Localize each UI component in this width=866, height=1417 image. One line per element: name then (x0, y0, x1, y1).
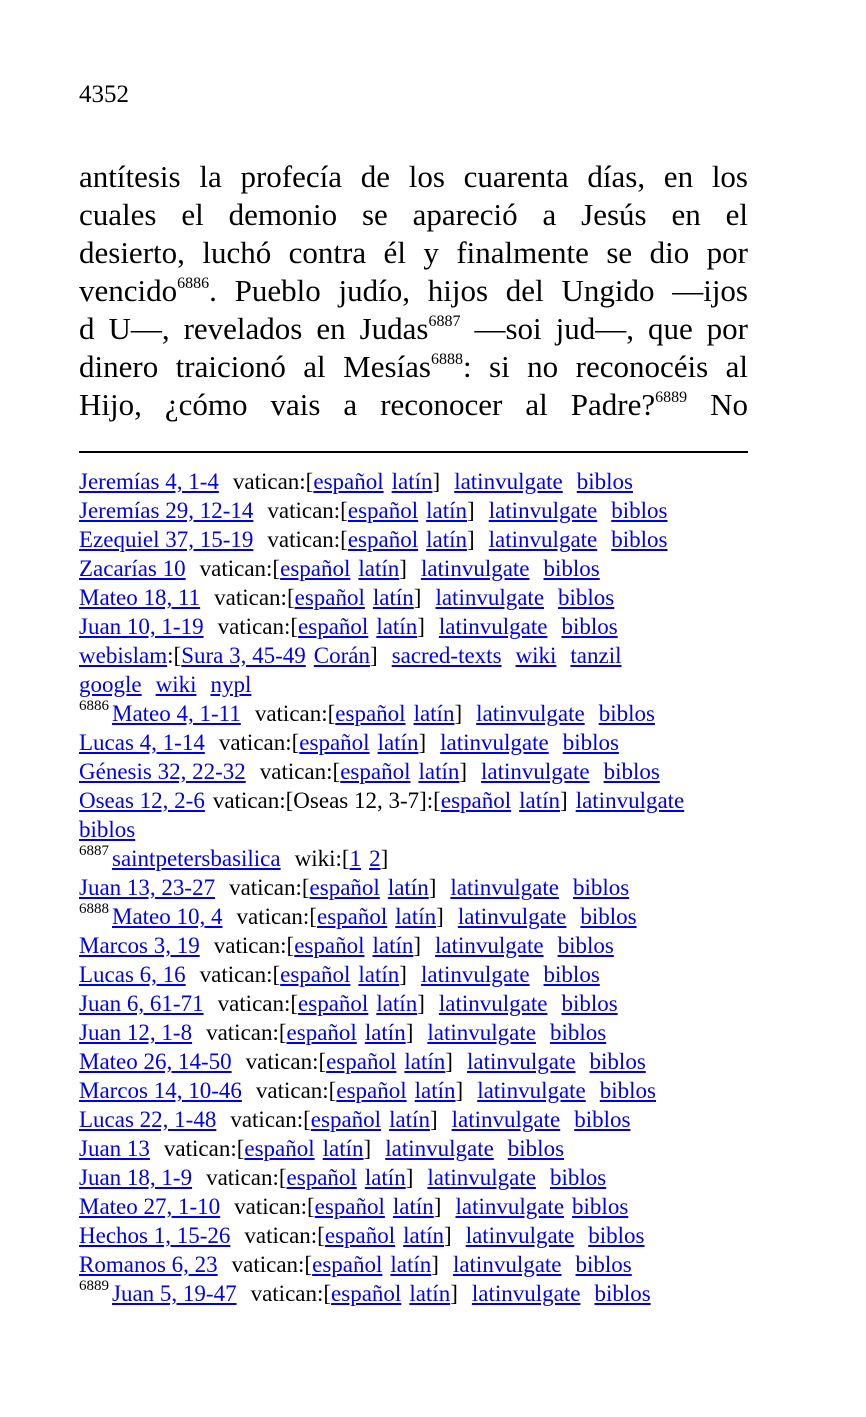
reference-link[interactable]: latinvulgate (575, 788, 685, 813)
footnote-text: ] (450, 1281, 458, 1306)
footnote-text: vatican:[ (213, 933, 295, 958)
footnote-text: vatican:[ (255, 1078, 337, 1103)
body-text-segment: No (687, 387, 748, 422)
reference-link[interactable]: latín (364, 1165, 406, 1190)
body-text-segment: —soi jud—, que por (460, 311, 748, 346)
footnote-text: vatican:[ (217, 991, 299, 1016)
reference-link[interactable]: biblos (558, 585, 615, 610)
footnote-text: ] (417, 991, 425, 1016)
reference-link[interactable]: biblos (603, 759, 660, 784)
reference-link[interactable]: Sura 3, 45-49 (181, 643, 306, 668)
reference-link[interactable]: español (336, 1078, 407, 1103)
footnote-text: vatican:[ (236, 904, 317, 929)
footnote-text: ] (445, 1049, 453, 1074)
reference-link[interactable]: Juan 13 (79, 1136, 150, 1161)
reference-link[interactable]: biblos (599, 1078, 656, 1103)
reference-link[interactable]: español (326, 1049, 397, 1074)
footnote-text: ] (432, 469, 441, 494)
reference-link[interactable]: webislam (79, 643, 168, 668)
footnote-line (79, 728, 759, 757)
reference-link[interactable]: latín (414, 1078, 456, 1103)
footnote-line (79, 583, 759, 612)
reference-link[interactable]: latinvulgate (481, 759, 590, 784)
body-line (79, 158, 748, 196)
reference-link[interactable]: español (335, 701, 406, 726)
footnote-text: ] (436, 904, 444, 929)
body-text-segment: cuales el demonio se apareció a Jesús en el (79, 197, 748, 232)
reference-link[interactable]: latín (358, 556, 400, 581)
reference-link[interactable]: latín (372, 585, 414, 610)
reference-link[interactable]: latinvulgate (427, 1020, 536, 1045)
reference-link[interactable]: latín (404, 1049, 446, 1074)
footnote-text: vatican:[ (163, 1136, 245, 1161)
footnote-text: ] (429, 1107, 438, 1132)
reference-link[interactable]: latinvulgate (466, 1049, 576, 1074)
reference-link[interactable]: biblos (598, 701, 655, 726)
footnote-number: 6886 (79, 698, 109, 714)
reference-link[interactable]: tanzil (570, 643, 622, 668)
footnote-text: ] (405, 1165, 414, 1190)
reference-link[interactable]: latinvulgate (476, 701, 585, 726)
reference-link[interactable]: latinvulgate (471, 1281, 581, 1306)
footnote-line (79, 960, 759, 989)
reference-link[interactable]: latinvulgate (488, 498, 598, 523)
reference-link[interactable]: español (298, 614, 369, 639)
reference-link[interactable]: latín (377, 730, 419, 755)
footnotes (79, 467, 759, 1308)
reference-link[interactable]: español (286, 1165, 357, 1190)
footnote-line (79, 612, 759, 641)
reference-link[interactable]: Marcos 3, 19 (79, 933, 200, 958)
footnote-text: vatican:[ (206, 1020, 287, 1045)
footnote-text: :[ (167, 643, 182, 668)
footnote-line (79, 1250, 759, 1279)
footnote-text: vatican:[ (217, 614, 299, 639)
reference-link[interactable]: español (280, 556, 351, 581)
reference-link[interactable]: biblos (611, 498, 668, 523)
reference-link[interactable]: latín (390, 1252, 432, 1277)
footnote-text: vatican:[ (267, 527, 348, 552)
reference-link[interactable]: sacred-texts (391, 643, 502, 668)
reference-link[interactable]: biblos (576, 469, 633, 494)
reference-link[interactable]: latinvulgate (420, 962, 530, 987)
reference-link[interactable]: Ezequiel 37, 15-19 (79, 527, 254, 552)
reference-link[interactable]: latín (391, 469, 433, 494)
reference-link[interactable]: latín (426, 498, 468, 523)
body-line (79, 386, 748, 424)
footnote-text: ] (560, 788, 568, 813)
reference-link[interactable]: latín (358, 962, 400, 987)
footnote-line (79, 1279, 759, 1308)
footnote-line (79, 525, 759, 554)
footnote-text: ] (370, 643, 378, 668)
footnote-text: vatican:[ (254, 701, 336, 726)
footnote-text: vatican:[ (229, 875, 310, 900)
reference-link[interactable]: español (310, 1107, 382, 1132)
footnote-text: ] (363, 1136, 372, 1161)
footnote-text: ] (417, 614, 425, 639)
reference-link[interactable]: Romanos 6, 23 (79, 1252, 218, 1277)
footnote-marker: 6889 (655, 389, 688, 406)
footnote-text: ] (467, 527, 475, 552)
footnote-line (79, 1134, 759, 1163)
footnote-text: vatican:[Oseas 12, 3-7]:[ (212, 788, 441, 813)
reference-link[interactable]: latinvulgate (455, 1194, 565, 1219)
reference-link[interactable]: latinvulgate (438, 991, 548, 1016)
reference-link[interactable]: latinvulgate (488, 527, 598, 552)
footnote-marker: 6886 (177, 275, 210, 292)
body-text-segment: antítesis la profecía de los cuarenta días, en los (79, 159, 748, 194)
reference-link[interactable]: latín (364, 1020, 406, 1045)
footnote-line (79, 873, 759, 902)
reference-link[interactable]: español (313, 469, 384, 494)
footnote-line (79, 844, 759, 873)
reference-link[interactable]: Juan 6, 61-71 (79, 991, 204, 1016)
reference-link[interactable]: biblos (507, 1136, 565, 1161)
reference-link[interactable]: Jeremías 4, 1-4 (79, 469, 219, 494)
reference-link[interactable]: español (299, 730, 370, 755)
footnote-line (79, 699, 759, 728)
footnote-text: vatican:[ (199, 962, 281, 987)
reference-link[interactable]: biblos (572, 1194, 629, 1219)
reference-link[interactable]: Zacarías 10 (79, 556, 186, 581)
footnote-text: ] (413, 933, 422, 958)
reference-link[interactable]: biblos (543, 962, 600, 987)
reference-link[interactable]: latinvulgate (477, 1078, 586, 1103)
reference-link[interactable]: biblos (543, 556, 600, 581)
reference-link[interactable]: biblos (549, 1020, 607, 1045)
reference-link[interactable]: Juan 12, 1-8 (79, 1020, 193, 1045)
footnote-text: vatican:[ (218, 730, 300, 755)
body-text (79, 158, 748, 424)
footnote-text: vatican:[ (231, 1252, 313, 1277)
body-text-segment: d U—, revelados en Judas (79, 311, 429, 346)
reference-link[interactable]: latinvulgate (451, 1107, 561, 1132)
footnote-text: vatican:[ (199, 556, 281, 581)
reference-link[interactable]: latín (418, 759, 460, 784)
reference-link[interactable]: latín (389, 1107, 430, 1132)
footnote-number: 6889 (79, 1278, 109, 1294)
footnote-text: vatican:[ (232, 469, 314, 494)
body-line (79, 348, 748, 386)
reference-link[interactable]: español (347, 527, 419, 552)
footnote-number: 6888 (79, 901, 109, 917)
reference-link[interactable]: Mateo 18, 11 (79, 585, 201, 610)
reference-link[interactable]: latinvulgate (438, 614, 548, 639)
footnote-line (79, 641, 759, 670)
reference-link[interactable]: Jeremías 29, 12-14 (79, 498, 254, 523)
reference-link[interactable]: latinvulgate (420, 556, 530, 581)
footnote-text: ] (405, 1020, 414, 1045)
reference-link[interactable]: biblos (574, 1107, 631, 1132)
footnote-line (79, 757, 759, 786)
reference-link[interactable]: biblos (588, 1223, 645, 1248)
reference-link[interactable]: latinvulgate (435, 585, 545, 610)
footnote-text: vatican:[ (206, 1165, 287, 1190)
reference-link[interactable]: 1 (349, 846, 362, 871)
reference-link[interactable]: latín (426, 527, 467, 552)
body-line (79, 234, 748, 272)
footnote-text: vatican:[ (234, 1194, 315, 1219)
body-line (79, 196, 748, 234)
reference-link[interactable]: latinvulgate (465, 1223, 575, 1248)
reference-link[interactable]: español (312, 1252, 383, 1277)
footnote-line (79, 496, 759, 525)
reference-link[interactable]: biblos (561, 991, 618, 1016)
footnote-line (79, 815, 759, 844)
reference-link[interactable]: biblos (611, 527, 668, 552)
reference-link[interactable]: latín (376, 991, 418, 1016)
footnote-line (79, 931, 759, 960)
footnote-text: ] (444, 1223, 452, 1248)
reference-link[interactable]: Juan 10, 1-19 (79, 614, 204, 639)
reference-link[interactable]: Mateo 10, 4 (112, 904, 223, 929)
reference-link[interactable]: español (298, 991, 369, 1016)
footnote-line (79, 786, 759, 815)
reference-link[interactable]: latín (322, 1136, 364, 1161)
reference-link[interactable]: español (244, 1136, 315, 1161)
footnote-text: ] (399, 962, 407, 987)
footnote-text: ] (467, 498, 475, 523)
reference-link[interactable]: español (316, 904, 388, 929)
reference-link[interactable]: español (286, 1020, 357, 1045)
footnote-text: ] (459, 759, 468, 784)
body-line (79, 310, 748, 348)
footnote-text: ] (455, 1078, 464, 1103)
footnote-text: ] (380, 846, 389, 871)
footnote-text: vatican:[ (214, 585, 295, 610)
reference-link[interactable]: Juan 13, 23-27 (79, 875, 216, 900)
reference-link[interactable]: wiki (155, 672, 197, 697)
body-text-segment: vencido (79, 273, 178, 308)
footnote-marker: 6888 (430, 351, 463, 368)
body-text-segment: : si no reconocéis al (462, 349, 748, 384)
footnote-number: 6887 (79, 843, 109, 859)
reference-link[interactable]: latín (409, 1281, 451, 1306)
footnote-line (79, 554, 759, 583)
reference-link[interactable]: biblos (580, 904, 637, 929)
reference-link[interactable]: latín (403, 1223, 445, 1248)
reference-link[interactable]: latinvulgate (427, 1165, 536, 1190)
reference-link[interactable]: biblos (561, 614, 618, 639)
reference-link[interactable]: Génesis 32, 22-32 (79, 759, 246, 784)
footnote-line (79, 1076, 759, 1105)
reference-link[interactable]: Hechos 1, 15-26 (79, 1223, 231, 1248)
reference-link[interactable]: Lucas 4, 1-14 (79, 730, 205, 755)
footnote-text: ] (428, 875, 437, 900)
reference-link[interactable]: latín (387, 875, 429, 900)
reference-link[interactable]: Juan 5, 19-47 (112, 1281, 237, 1306)
reference-link[interactable]: latinvulgate (454, 469, 563, 494)
footnote-divider (79, 451, 748, 453)
reference-link[interactable]: latinvulgate (457, 904, 567, 929)
reference-link[interactable]: latín (372, 933, 414, 958)
reference-link[interactable]: Oseas 12, 2-6 (79, 788, 205, 813)
reference-link[interactable]: biblos (79, 817, 136, 842)
reference-link[interactable]: español (294, 585, 365, 610)
reference-link[interactable]: biblos (572, 875, 630, 900)
footnote-text: ] (418, 730, 427, 755)
reference-link[interactable]: saintpetersbasilica (112, 846, 281, 871)
reference-link[interactable]: google (79, 672, 142, 697)
reference-link[interactable]: español (331, 1281, 402, 1306)
body-text-segment: dinero traicionó al Mesías (79, 349, 431, 384)
reference-link[interactable]: español (324, 1223, 396, 1248)
reference-link[interactable]: biblos (575, 1252, 632, 1277)
reference-link[interactable]: latinvulgate (435, 933, 544, 958)
footnote-text: wiki:[ (294, 846, 350, 871)
body-line (79, 272, 748, 310)
reference-link[interactable]: español (280, 962, 351, 987)
reference-link[interactable]: español (347, 498, 419, 523)
reference-link[interactable]: Juan 18, 1-9 (79, 1165, 193, 1190)
footnote-line (79, 1018, 759, 1047)
footnote-line (79, 1105, 759, 1134)
footnote-text: ] (413, 585, 422, 610)
footnote-line (79, 670, 759, 699)
reference-link[interactable]: Marcos 14, 10-46 (79, 1078, 242, 1103)
body-text-segment: Hijo, ¿cómo vais a reconocer al Padre? (79, 387, 656, 422)
footnote-line (79, 902, 759, 931)
reference-link[interactable]: latinvulgate (452, 1252, 562, 1277)
footnote-text: vatican:[ (267, 498, 348, 523)
reference-link[interactable]: biblos (557, 933, 614, 958)
footnote-line (79, 989, 759, 1018)
footnote-line (79, 467, 759, 496)
reference-link[interactable]: biblos (589, 1049, 646, 1074)
reference-link[interactable]: biblos (549, 1165, 607, 1190)
footnote-line (79, 1047, 759, 1076)
body-text-segment: . Pueblo judío, hijos del Ungido —ijos (209, 273, 748, 308)
reference-link[interactable]: latinvulgate (440, 730, 549, 755)
body-text-segment: desierto, luchó contra él y finalmente se dio por (79, 235, 748, 270)
reference-link[interactable]: Lucas 22, 1-48 (79, 1107, 217, 1132)
reference-link[interactable]: Mateo 26, 14-50 (79, 1049, 232, 1074)
footnote-line (79, 1221, 759, 1250)
reference-link[interactable]: biblos (562, 730, 619, 755)
reference-link[interactable]: nypl (210, 672, 252, 697)
footnote-text: vatican:[ (230, 1107, 311, 1132)
reference-link[interactable]: español (314, 1194, 385, 1219)
reference-link[interactable]: latín (519, 788, 561, 813)
footnote-text: ] (454, 701, 463, 726)
footnote-text: ] (431, 1252, 439, 1277)
page-number: 4352 (79, 81, 129, 108)
reference-link[interactable]: 2 (369, 846, 381, 871)
reference-link[interactable]: latinvulgate (450, 875, 559, 900)
reference-link[interactable]: Mateo 27, 1-10 (79, 1194, 221, 1219)
reference-link[interactable]: Mateo 4, 1-11 (112, 701, 241, 726)
reference-link[interactable]: latín (395, 904, 437, 929)
reference-link[interactable]: español (309, 875, 380, 900)
reference-link[interactable]: biblos (594, 1281, 651, 1306)
reference-link[interactable]: latín (392, 1194, 434, 1219)
footnote-text: ] (433, 1194, 442, 1219)
reference-link[interactable]: latín (376, 614, 418, 639)
reference-link[interactable]: español (340, 759, 411, 784)
footnote-text: vatican:[ (259, 759, 341, 784)
reference-link[interactable]: español (440, 788, 512, 813)
reference-link[interactable]: Lucas 6, 16 (79, 962, 186, 987)
footnote-text: vatican:[ (244, 1223, 325, 1248)
reference-link[interactable]: Corán (313, 643, 371, 668)
footnote-line (79, 1163, 759, 1192)
footnote-text: vatican:[ (250, 1281, 332, 1306)
footnote-line (79, 1192, 759, 1221)
footnote-text: ] (399, 556, 407, 581)
reference-link[interactable]: español (294, 933, 365, 958)
footnote-text: vatican:[ (245, 1049, 327, 1074)
reference-link[interactable]: latín (413, 701, 455, 726)
reference-link[interactable]: wiki (515, 643, 557, 668)
footnote-marker: 6887 (428, 313, 461, 330)
reference-link[interactable]: latinvulgate (385, 1136, 494, 1161)
